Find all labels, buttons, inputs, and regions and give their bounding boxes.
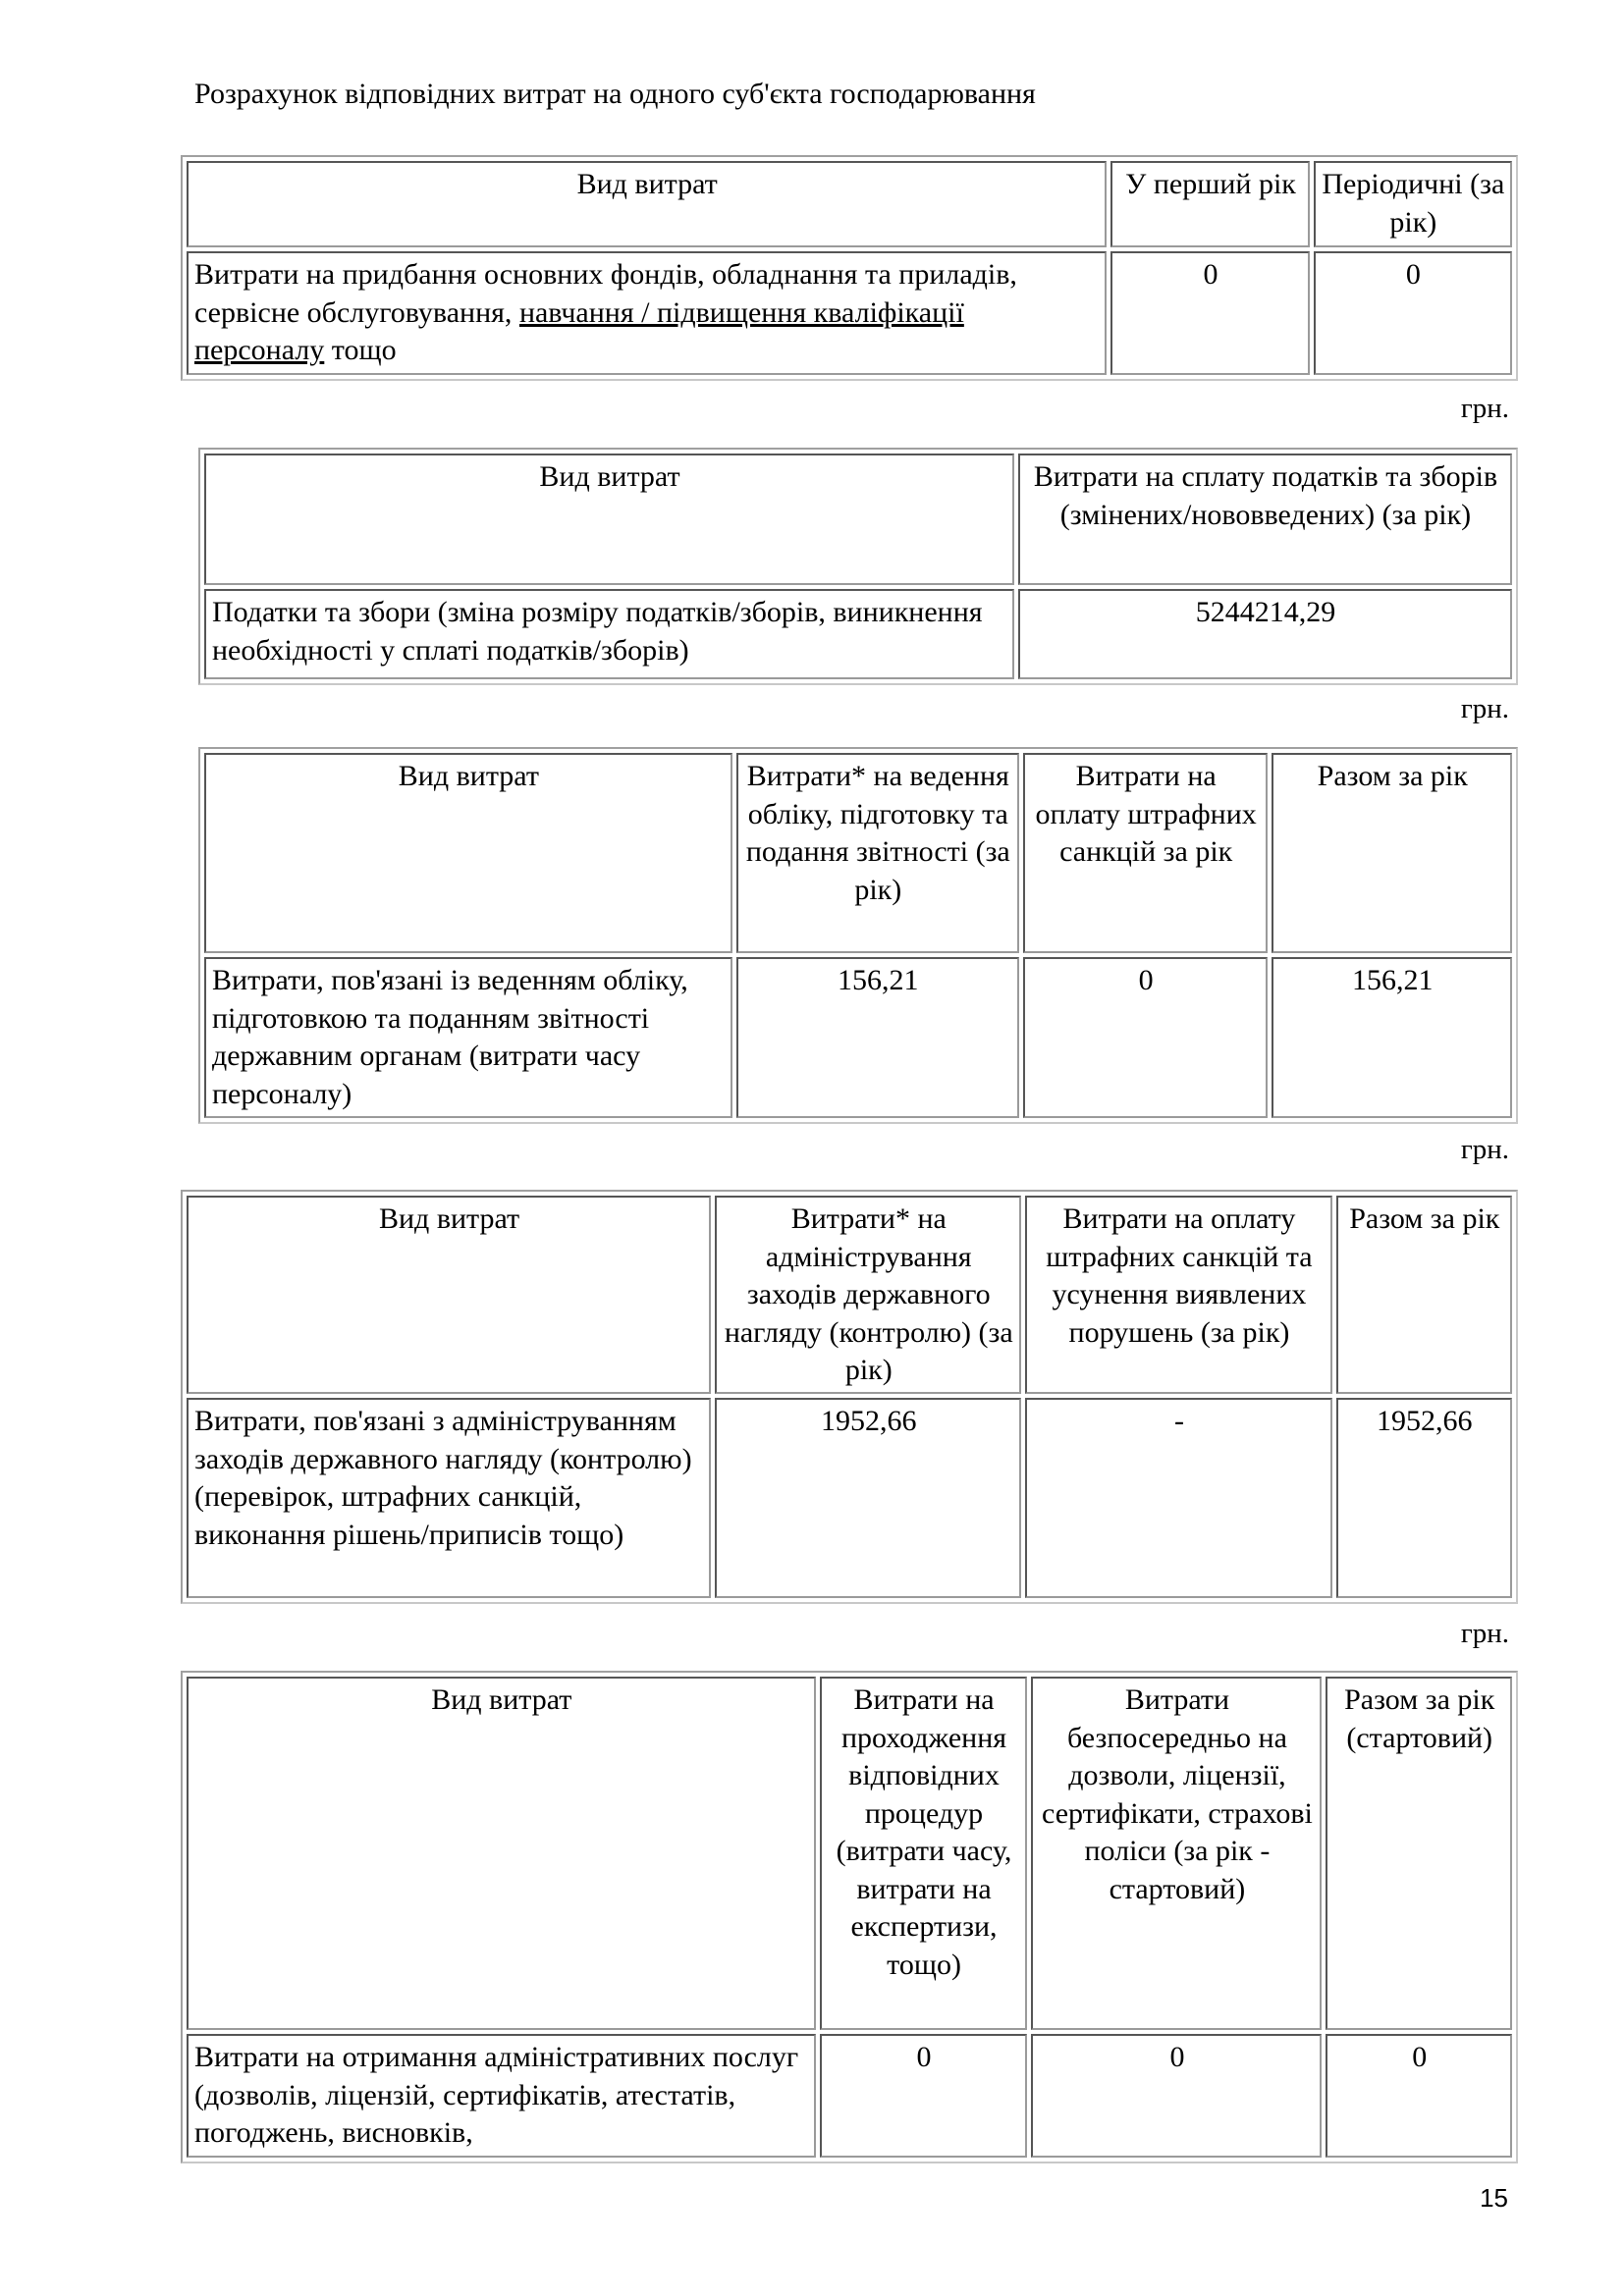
table-row <box>187 1398 1512 1598</box>
header-total: Разом за рік <box>1336 1196 1512 1394</box>
header-cost-type: Вид витрат <box>187 161 1107 247</box>
unit-label: грн. <box>1460 393 1509 424</box>
header-reporting-costs: Витрати* на ведення обліку, підготовку та подання звітності (за рік) <box>736 753 1019 953</box>
page-number: 15 <box>1480 2183 1508 2213</box>
header-procedure-costs: Витрати на проходження відповідних процедур (витрати часу, витрати на експертизи, тощо) <box>820 1677 1028 2030</box>
table-row <box>204 957 1512 1118</box>
header-total: Разом за рік <box>1272 753 1512 953</box>
table-header-row <box>187 1196 1512 1394</box>
row-label: Витрати на отримання адміністративних послуг (дозволів, ліцензій, сертифікатів, атестатів, погоджень, висновків, <box>187 2034 816 2158</box>
value-periodic: 0 <box>1314 251 1512 375</box>
table-row <box>187 251 1512 375</box>
unit-label: грн. <box>1460 1134 1509 1165</box>
header-penalty-costs: Витрати на оплату штрафних санкцій та усунення виявлених порушень (за рік) <box>1025 1196 1331 1394</box>
header-cost-type: Вид витрат <box>204 454 1014 585</box>
value-permit-costs: 0 <box>1031 2034 1322 2158</box>
header-total-startup: Разом за рік (стартовий) <box>1326 1677 1512 2030</box>
value-procedure-costs: 0 <box>820 2034 1028 2158</box>
value-total: 156,21 <box>1272 957 1512 1118</box>
table-reporting-costs <box>198 747 1518 1124</box>
value-tax-costs: 5244214,29 <box>1018 589 1512 679</box>
unit-label: грн. <box>1460 693 1509 724</box>
table-header-row <box>204 753 1512 953</box>
page-heading: Розрахунок відповідних витрат на одного суб'єкта господарювання <box>194 78 1036 110</box>
row-label <box>187 251 1107 375</box>
value-penalty-costs: 0 <box>1023 957 1269 1118</box>
header-supervision-costs: Витрати* на адміністрування заходів державного нагляду (контролю) (за рік) <box>715 1196 1021 1394</box>
unit-label: грн. <box>1460 1618 1509 1649</box>
table-administrative-services <box>181 1671 1518 2163</box>
table-taxes <box>198 448 1518 685</box>
header-cost-type: Вид витрат <box>204 753 732 953</box>
table-header-row <box>187 161 1512 247</box>
header-penalty-costs: Витрати на оплату штрафних санкцій за рік <box>1023 753 1269 953</box>
table-header-row <box>204 454 1512 585</box>
training-link[interactable]: навчання / підвищення кваліфікації персоналу <box>194 295 964 366</box>
header-cost-type: Вид витрат <box>187 1196 711 1394</box>
table-supervision-costs <box>181 1190 1518 1604</box>
row-label-text: Витрати на придбання основних фондів, обладнання та приладів, сервісне обслуговування, <box>194 258 1017 329</box>
table-row <box>187 2034 1512 2158</box>
table-equipment-costs <box>181 155 1518 381</box>
value-first-year: 0 <box>1110 251 1309 375</box>
table-header-row <box>187 1677 1512 2030</box>
header-permit-costs: Витрати безпосередньо на дозволи, ліцензії, сертифікати, страхові поліси (за рік - стартовий) <box>1031 1677 1322 2030</box>
header-cost-type: Вид витрат <box>187 1677 816 2030</box>
value-reporting-costs: 156,21 <box>736 957 1019 1118</box>
value-total-startup: 0 <box>1326 2034 1512 2158</box>
row-label-suffix: тощо <box>324 334 397 366</box>
value-supervision-costs: 1952,66 <box>715 1398 1021 1598</box>
row-label: Податки та збори (зміна розміру податків/зборів, виникнення необхідності у сплаті податків/зборів) <box>204 589 1014 679</box>
value-penalty-costs: - <box>1025 1398 1331 1598</box>
table-row <box>204 589 1512 679</box>
header-tax-costs: Витрати на сплату податків та зборів (змінених/нововведених) (за рік) <box>1018 454 1512 585</box>
value-total: 1952,66 <box>1336 1398 1512 1598</box>
header-first-year: У перший рік <box>1110 161 1309 247</box>
row-label: Витрати, пов'язані із веденням обліку, підготовкою та поданням звітності державним органам (витрати часу персоналу) <box>204 957 732 1118</box>
row-label: Витрати, пов'язані з адмініструванням заходів державного нагляду (контролю) (перевірок, штрафних санкцій, виконання рішень/приписів тощо) <box>187 1398 711 1598</box>
header-periodic: Періодичні (за рік) <box>1314 161 1512 247</box>
